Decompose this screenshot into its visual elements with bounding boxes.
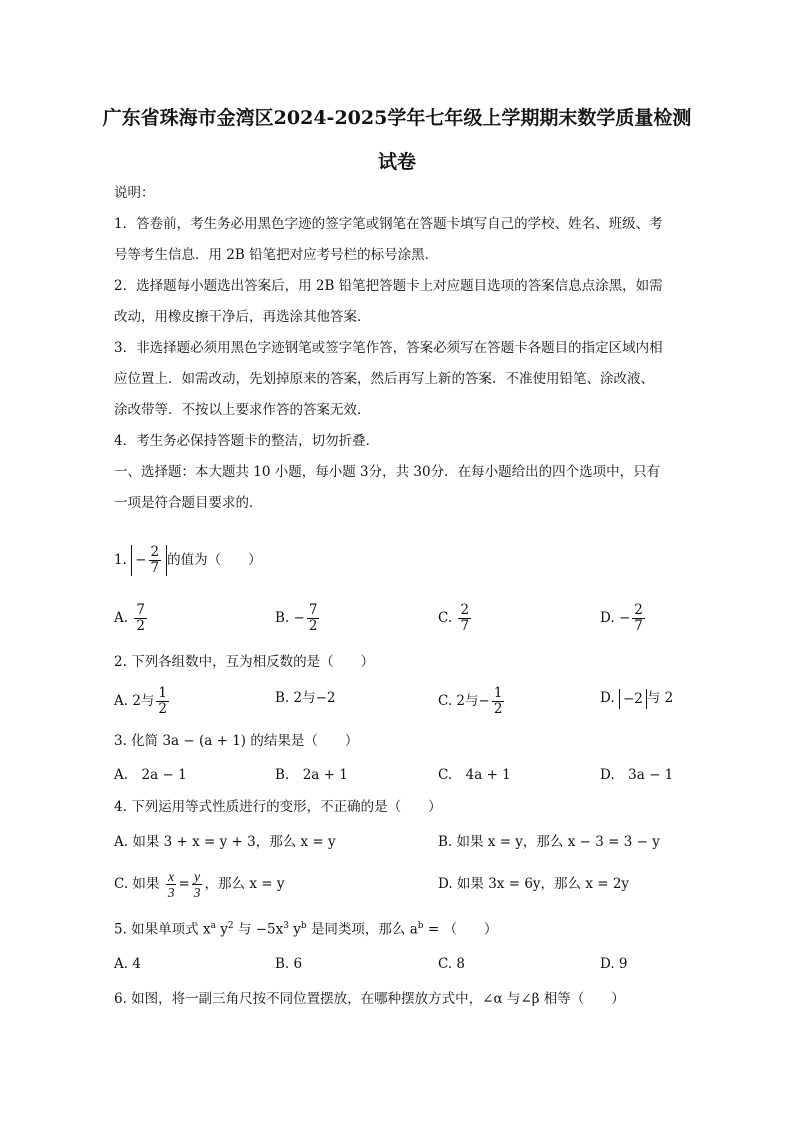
q3-option-c: C. 4a + 1	[438, 767, 511, 783]
q1-option-a	[114, 603, 149, 634]
q1-a-label: A.	[114, 610, 129, 626]
q5-y: y	[215, 921, 228, 938]
q1-c-label: C.	[438, 610, 453, 626]
q1-neg: −	[135, 552, 147, 568]
section1-line2: 一项是符合题目要求的．	[114, 495, 263, 511]
instruction-3c: 涂改带等．不按以上要求作答的答案无效．	[114, 402, 371, 418]
q1-tail: 的值为（ ）	[167, 552, 262, 568]
instruction-1a: 1．答卷前，考生务必用黑色字迹的签字笔或钢笔在答题卡填写自己的学校、姓名、班级、考	[114, 216, 663, 232]
exam-title-line2: 试卷	[377, 151, 416, 173]
q1-d-frac	[632, 603, 645, 634]
q1-number: 1.	[114, 552, 127, 568]
question-5-stem	[114, 916, 684, 940]
q3-option-a: A. 2a − 1	[114, 767, 187, 783]
q2-c-den: 2	[493, 701, 503, 717]
q1-a-den: 2	[136, 618, 145, 634]
q2-option-a	[114, 686, 171, 717]
q5-mid: 与 −5x	[233, 921, 284, 938]
q2-c-label: C. 2与−	[438, 693, 490, 709]
q4-option-d: D. 如果 3x = 6y，那么 x = 2y	[438, 876, 630, 892]
q5-sup-a: a	[210, 921, 216, 931]
q1-c-num: 2	[460, 602, 470, 618]
q5-sup-2: 2	[227, 921, 234, 931]
q5-sup-b2: b	[417, 921, 424, 931]
question-2-stem: 2. 下列各组数中，互为相反数的是（ ）	[114, 654, 375, 670]
instruction-3b: 应位置上．如需改动，先划掉原来的答案，然后再写上新的答案．不准使用铅笔、涂改液、	[114, 371, 654, 387]
q1-d-num: 2	[634, 602, 643, 618]
q1-d-neg: −	[618, 610, 631, 626]
instruction-2a: 2．选择题每小题选出答案后，用 2B 铅笔把答题卡上对应题目选项的答案信息点涂黑，如需	[114, 278, 663, 294]
q1-d-den: 7	[634, 618, 643, 634]
q1-a-num: 7	[136, 602, 145, 618]
q1-abs-value	[131, 545, 167, 576]
q4-c-d2: 3	[193, 885, 201, 900]
q1-b-frac	[307, 603, 320, 634]
q1-b-neg: −	[293, 610, 305, 626]
q2-option-c	[438, 686, 506, 717]
q5-y2: y	[288, 921, 301, 938]
q4-c-frac-y	[192, 869, 203, 900]
question-3-stem: 3. 化简 3a − (a + 1) 的结果是（ ）	[114, 733, 359, 749]
q5-option-c: C. 8	[438, 956, 466, 972]
q4-c-pre: C. 如果	[114, 876, 160, 892]
q4-option-a: A. 如果 3 + x = y + 3，那么 x = y	[114, 834, 336, 850]
q5-tail: 是同类项，那么 a	[306, 921, 418, 938]
q5-end: = （ ）	[423, 921, 498, 938]
q5-sup-b: b	[300, 921, 307, 931]
q5-sup-3: 3	[283, 921, 289, 931]
q1-option-c	[438, 603, 473, 634]
q2-a-frac	[156, 686, 169, 717]
instruction-3a: 3．非选择题必须用黑色字迹钢笔或签字笔作答，答案必须写在答题卡各题目的指定区域内相	[114, 340, 663, 356]
q2-a-num: 1	[158, 685, 168, 701]
q2-c-frac	[492, 686, 505, 717]
q1-c-den: 7	[460, 618, 470, 634]
q1-a-frac	[134, 603, 147, 634]
q1-c-frac	[458, 603, 471, 634]
q4-c-yn: y	[194, 869, 201, 884]
q4-c-xn: x	[168, 869, 175, 884]
q4-option-b: B. 如果 x = y，那么 x − 3 = 3 − y	[438, 834, 660, 850]
question-4-stem: 4. 下列运用等式性质进行的变形，不正确的是（ ）	[114, 799, 442, 815]
q5-option-d: D. 9	[600, 956, 628, 972]
q5-option-b: B. 6	[275, 956, 303, 972]
q1-frac-num: 2	[150, 544, 160, 560]
instruction-2b: 改动，用橡皮擦干净后，再选涂其他答案．	[114, 309, 371, 325]
q1-option-b	[275, 603, 321, 634]
q1-option-d	[600, 603, 647, 634]
q4-c-frac-x	[166, 869, 177, 900]
q1-frac-den: 7	[150, 560, 160, 576]
q2-d-abs: −2	[619, 689, 647, 709]
q4-c-d1: 3	[167, 885, 175, 900]
exam-title-line1: 广东省珠海市金湾区2024-2025学年七年级上学期期末数学质量检测	[102, 107, 692, 129]
q2-a-label: A. 2与	[114, 693, 155, 709]
instruction-4: 4．考生务必保持答题卡的整洁，切勿折叠．	[114, 433, 380, 449]
q2-d-label: D.	[600, 690, 615, 706]
question-1-stem	[114, 545, 684, 576]
q1-b-num: 7	[308, 602, 318, 618]
q2-option-d	[600, 688, 673, 709]
q3-option-b: B. 2a + 1	[275, 767, 348, 783]
q4-option-c: C. 如果 $\frac{x}{3}$ = $\frac{y}{3}$ ，那么 x = y	[114, 869, 285, 900]
q2-c-num: 1	[493, 685, 503, 701]
q1-b-label: B.	[275, 610, 290, 626]
q1-fraction	[149, 545, 162, 576]
q5-pre: 5. 如果单项式 x	[114, 921, 211, 938]
q1-b-den: 2	[308, 618, 318, 634]
instructions-heading: 说明：	[114, 185, 155, 201]
q4-c-post: ，那么 x = y	[204, 876, 285, 892]
q3-option-d: D. 3a − 1	[600, 767, 674, 783]
q2-option-b: B. 2与−2	[275, 690, 336, 706]
instruction-1b: 号等考生信息．用 2B 铅笔把对应考号栏的标号涂黑．	[114, 247, 439, 263]
q1-d-label: D.	[600, 610, 615, 626]
q2-d-tail: 与 2	[646, 690, 674, 706]
question-6-stem: 6. 如图，将一副三角尺按不同位置摆放，在哪种摆放方式中，∠α 与∠β 相等（ ）	[114, 991, 625, 1007]
q2-a-den: 2	[158, 701, 168, 717]
q5-option-a: A. 4	[114, 956, 141, 972]
section1-line1: 一、选择题：本大题共 10 小题，每小题 3分，共 30分．在每小题给出的四个选项中，只有	[114, 464, 661, 480]
